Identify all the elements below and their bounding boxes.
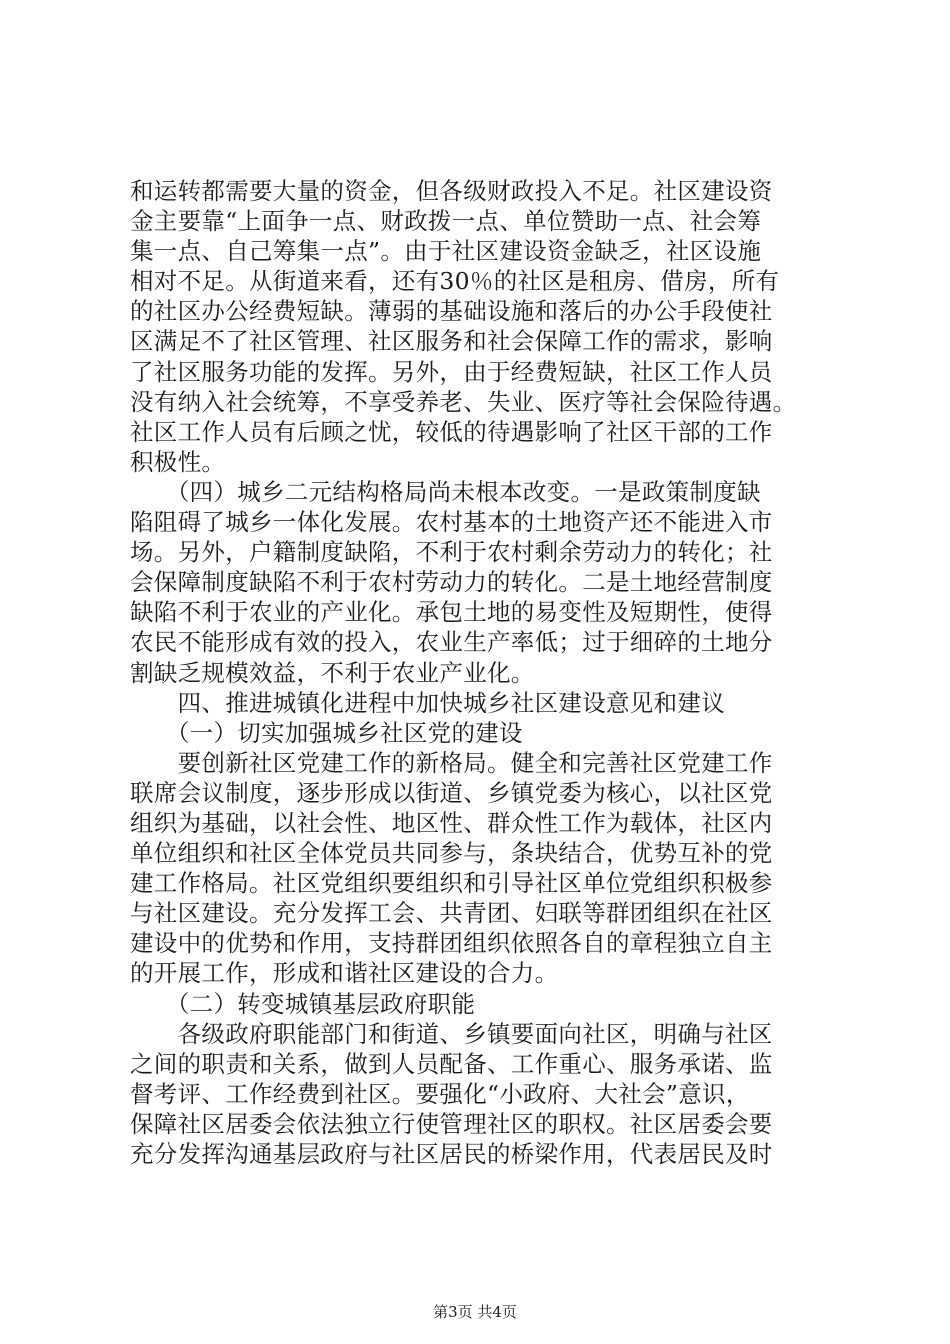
text-line: 没有纳入社会统筹，不享受养老、失业、医疗等社会保险待遇。	[130, 387, 797, 416]
text-line: 了社区服务功能的发挥。另外，由于经费短缺，社区工作人员	[130, 357, 773, 386]
text-line: 区满足不了社区管理、社区服务和社会保障工作的需求，影响	[130, 327, 773, 356]
text-line: 联席会议制度，逐步形成以街道、乡镇党委为核心，以社区党	[130, 778, 773, 807]
text-line: 农民不能形成有效的投入，农业生产率低；过于细碎的土地分	[130, 628, 773, 657]
text-line: 要创新社区党建工作的新格局。健全和完善社区党建工作	[130, 748, 773, 777]
text-line: 场。另外，户籍制度缺陷，不利于农村剩余劳动力的转化；社	[130, 538, 773, 567]
text-line: 督考评、工作经费到社区。要强化“小政府、大社会”意识，	[130, 1079, 750, 1108]
text-line: 的开展工作，形成和谐社区建设的合力。	[130, 959, 559, 988]
text-line: 单位组织和社区全体党员共同参与，条块结合，优势互补的党	[130, 839, 773, 868]
text-line: 金主要靠“上面争一点、财政拨一点、单位赞助一点、社会筹	[130, 207, 762, 236]
text-line: （四）城乡二元结构格局尚未根本改变。一是政策制度缺	[130, 477, 761, 506]
text-line: 建设中的优势和作用，支持群团组织依照各自的章程独立自主	[130, 929, 773, 958]
text-line: 组织为基础，以社会性、地区性、群众性工作为载体，社区内	[130, 808, 773, 837]
text-line: 保障社区居委会依法独立行使管理社区的职权。社区居委会要	[130, 1109, 773, 1138]
text-line: 会保障制度缺陷不利于农村劳动力的转化。二是土地经营制度	[130, 568, 773, 597]
text-line: 集一点、自己筹集一点”。由于社区建设资金缺乏，社区设施	[130, 237, 762, 266]
text-line: 陷阻碍了城乡一体化发展。农村基本的土地资产还不能进入市	[130, 508, 773, 537]
text-line: 与社区建设。充分发挥工会、共青团、妇联等群团组织在社区	[130, 899, 773, 928]
text-line: 割缺乏规模效益，不利于农业产业化。	[130, 658, 535, 687]
text-line: 各级政府职能部门和街道、乡镇要面向社区，明确与社区	[130, 1019, 773, 1048]
text-line: 建工作格局。社区党组织要组织和引导社区单位党组织积极参	[130, 869, 773, 898]
text-line: 和运转都需要大量的资金，但各级财政投入不足。社区建设资	[130, 177, 773, 205]
text-line: 四、推进城镇化进程中加快城乡社区建设意见和建议	[130, 688, 725, 717]
text-line: 社区工作人员有后顾之忧，较低的待遇影响了社区干部的工作	[130, 417, 773, 446]
document-body	[130, 176, 830, 1169]
text-line: 缺陷不利于农业的产业化。承包土地的易变性及短期性，使得	[130, 598, 773, 627]
text-line: 充分发挥沟通基层政府与社区居民的桥梁作用，代表居民及时	[130, 1140, 773, 1168]
text-line: 的社区办公经费短缺。薄弱的基础设施和落后的办公手段使社	[130, 297, 773, 326]
text-line: （二）转变城镇基层政府职能	[130, 989, 476, 1018]
text-line: 相对不足。从街道来看，还有30％的社区是租房、借房，所有	[130, 267, 780, 296]
text-line: 之间的职责和关系，做到人员配备、工作重心、服务承诺、监	[130, 1049, 773, 1078]
text-line: （一）切实加强城乡社区党的建设	[130, 718, 523, 747]
text-line: 积极性。	[130, 447, 226, 476]
page-footer: 第3页 共4页	[433, 1303, 517, 1321]
